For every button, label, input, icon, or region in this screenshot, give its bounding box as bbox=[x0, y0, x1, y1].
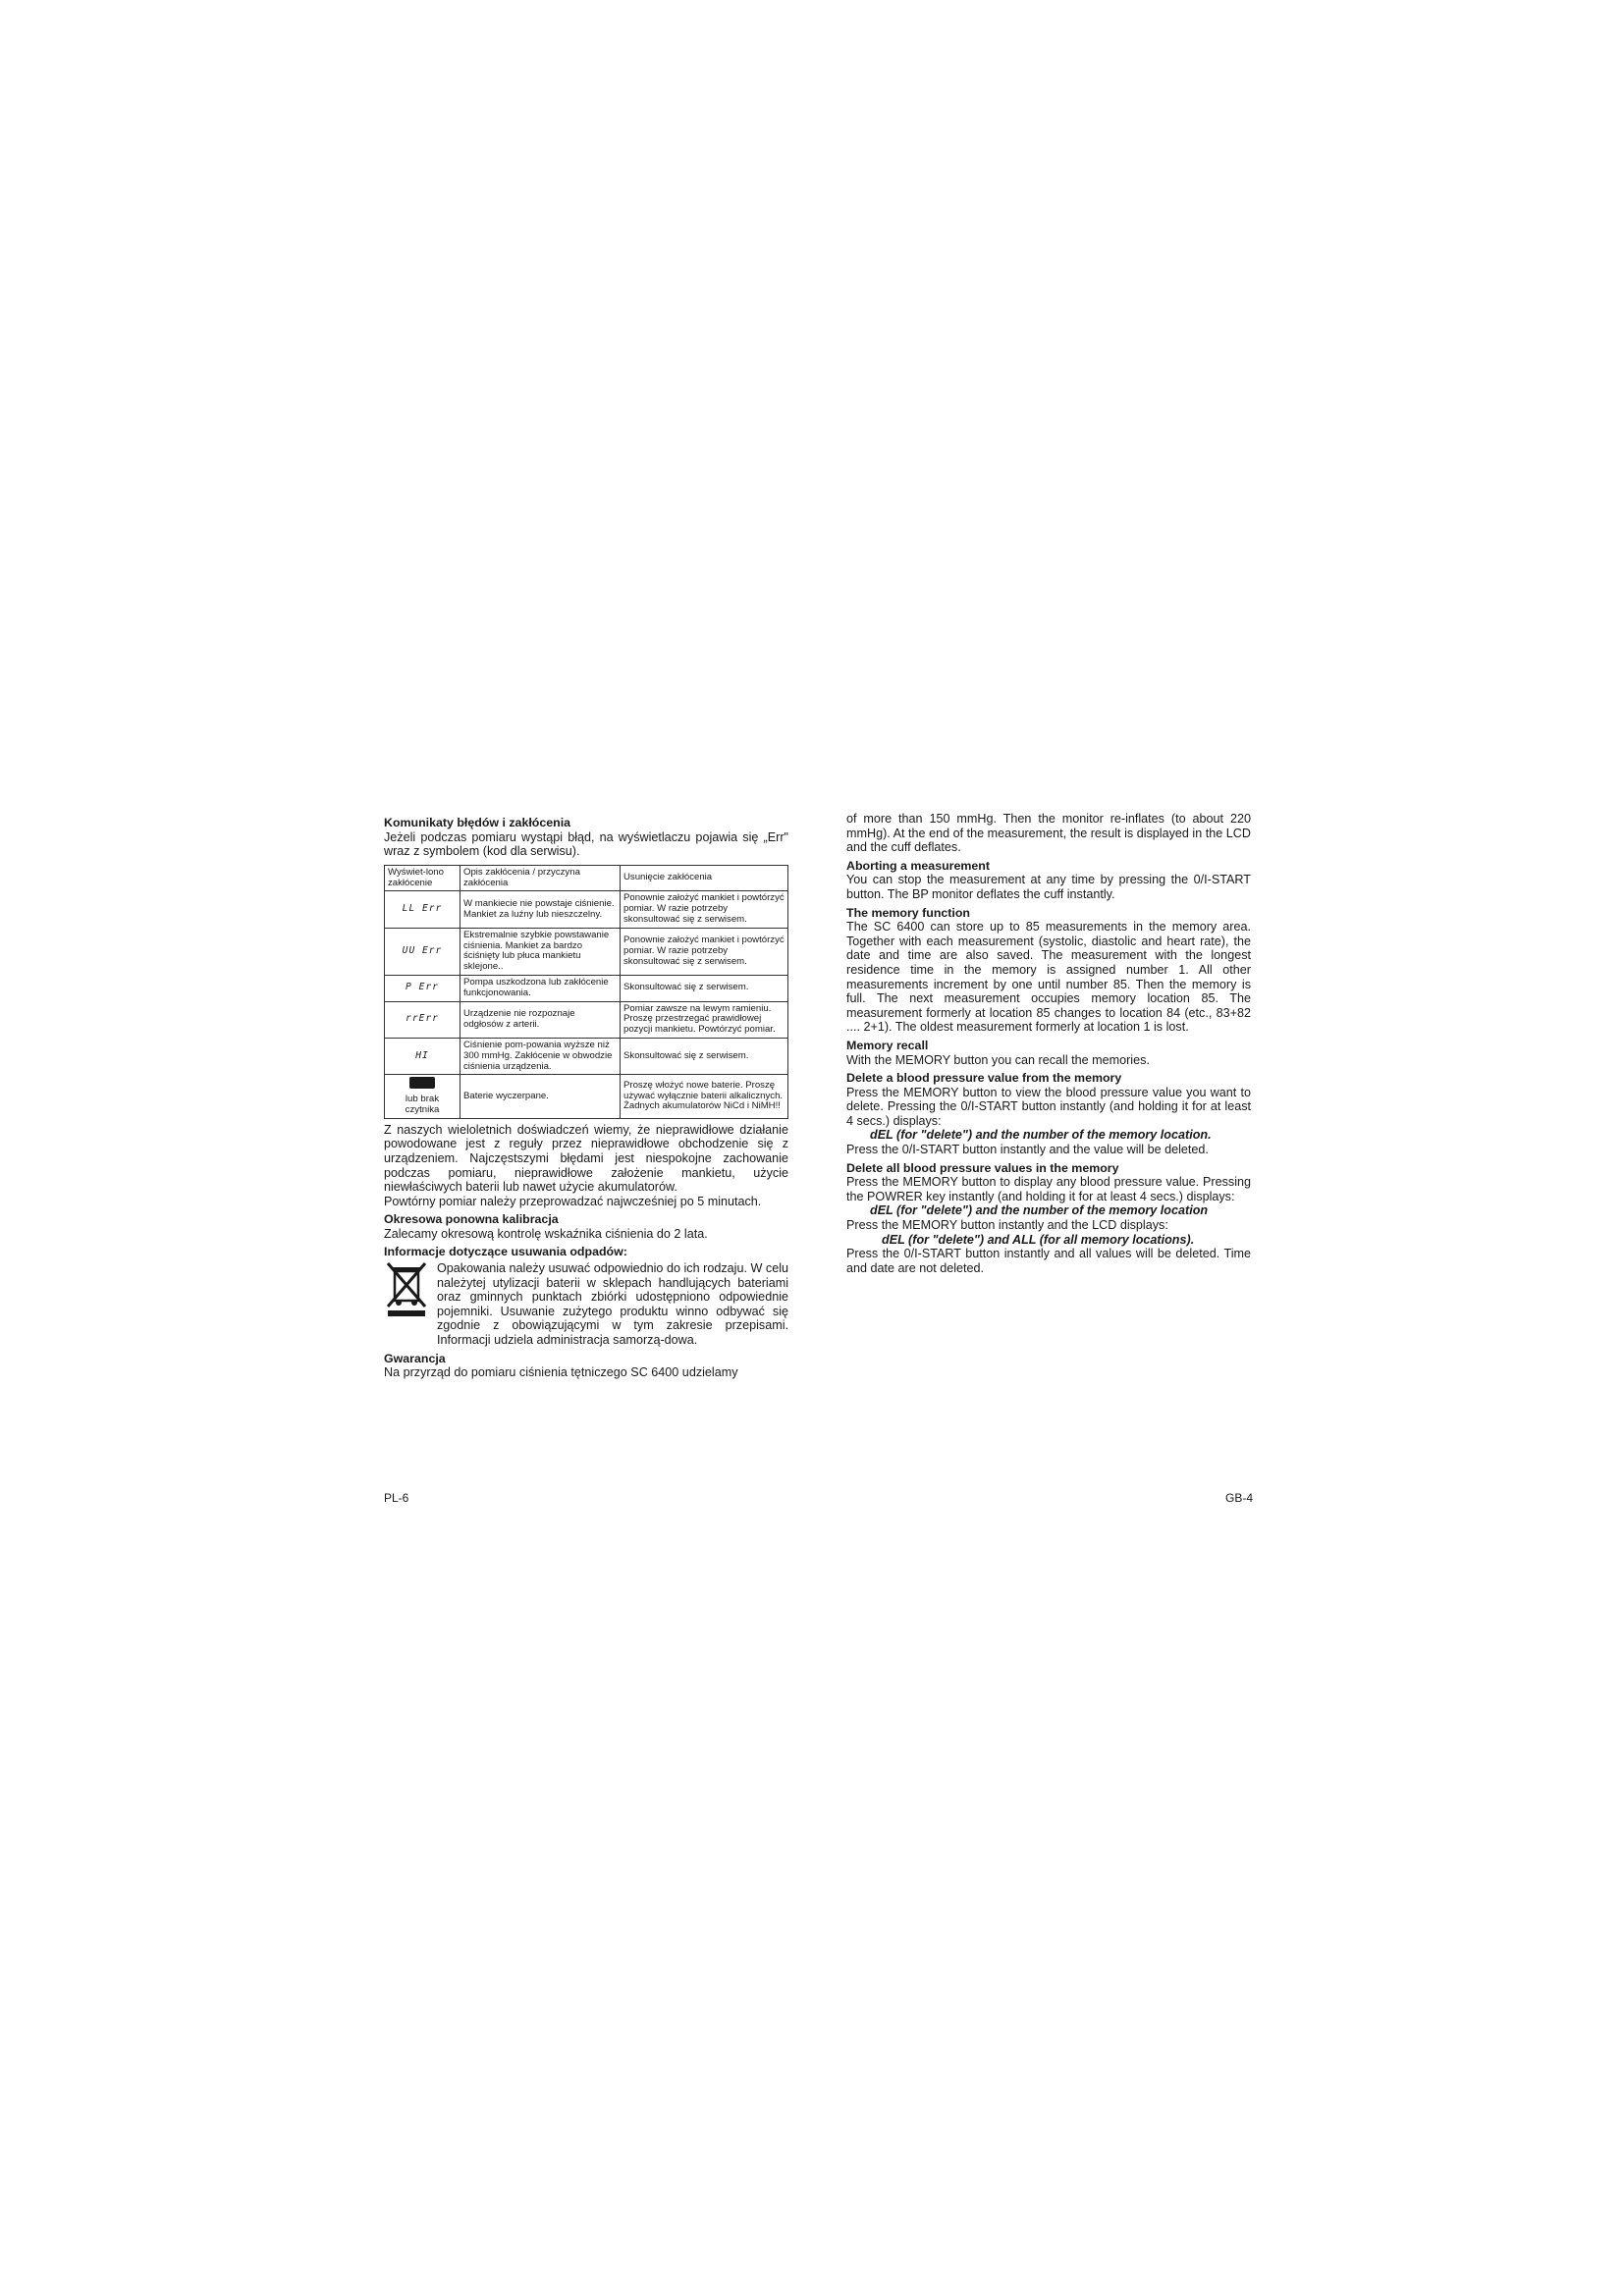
heading-calibration: Okresowa ponowna kalibracja bbox=[384, 1212, 559, 1227]
delete-one-display: dEL (for "delete") and the number of the memory location. bbox=[870, 1128, 1212, 1143]
error-description: Ciśnienie pom-powania wyższe niż 300 mmHg. Zakłócenie w obwodzie ciśnienia urządzenia. bbox=[460, 1038, 621, 1074]
error-code: HI bbox=[385, 1038, 460, 1074]
delete-all-display: dEL (for "delete") and the number of the memory location bbox=[870, 1203, 1209, 1218]
inflation-paragraph: of more than 150 mmHg. Then the monitor re-inflates (to about 220 mmHg). At the end of the measurement, the result is displayed in the LCD and the cuff deflates. bbox=[846, 812, 1251, 855]
header-display: Wyświet-lono zakłócenie bbox=[385, 865, 460, 891]
memory-function-paragraph: The SC 6400 can store up to 85 measurements in the memory area. Together with each measurement (systolic, diastolic and heart rate), the date and time are also saved. The measurement with the longest residence time in the memory is assigned number 1. All other measurements increment by one until number 85. Then the memory is full. The next measurement occupies memory location 85. The measurement formerly at location 85 changes to location 84 (etc., 83+82 .... 2+1). The oldest measurement formerly at location 1 is lost. bbox=[846, 920, 1251, 1035]
battery-caption: lub brak czytnika bbox=[405, 1094, 440, 1115]
heading-errors: Komunikaty błędów i zakłócenia bbox=[384, 816, 571, 829]
error-fix: Ponownie założyć mankiet i powtórzyć pomiar. W razie potrzeby skonsultować się z serwisem. bbox=[621, 891, 788, 928]
heading-disposal: Informacje dotyczące usuwania odpadów: bbox=[384, 1245, 627, 1259]
header-fix: Usunięcie zakłócenia bbox=[621, 865, 788, 891]
errors-intro: Jeżeli podczas pomiaru wystąpi błąd, na wyświetlaczu pojawia się „Err" wraz z symbolem (kod dla serwisu). bbox=[384, 829, 788, 859]
delete-all-paragraph: Press the MEMORY button to display any blood pressure value. Pressing the POWRER key instantly (and holding it for at least 4 secs.) displays: bbox=[846, 1175, 1251, 1203]
error-table bbox=[384, 865, 788, 1119]
repeat-paragraph: Powtórny pomiar należy przeprowadzać najwcześniej po 5 minutach. bbox=[384, 1194, 762, 1208]
error-code: rrErr bbox=[385, 1001, 460, 1038]
page-number-right: GB-4 bbox=[1225, 1491, 1254, 1505]
table-row bbox=[385, 1038, 788, 1074]
error-fix: Pomiar zawsze na lewym ramieniu. Proszę przestrzegać prawidłowej pozycji mankietu. Powtórzyć pomiar. bbox=[621, 1001, 788, 1038]
table-row bbox=[385, 1075, 788, 1118]
heading-aborting: Aborting a measurement bbox=[846, 858, 990, 873]
battery-icon bbox=[409, 1077, 435, 1089]
heading-delete-one: Delete a blood pressure value from the memory bbox=[846, 1071, 1122, 1086]
error-description: W mankiecie nie powstaje ciśnienie. Mankiet za luźny lub nieszczelny. bbox=[460, 891, 621, 928]
error-description: Pompa uszkodzona lub zakłócenie funkcjonowania. bbox=[460, 975, 621, 1001]
error-fix: Skonsultować się z serwisem. bbox=[621, 1038, 788, 1074]
delete-all-confirm: Press the 0/I-START button instantly and all values will be deleted. Time and date are not deleted. bbox=[846, 1247, 1251, 1275]
heading-warranty: Gwarancja bbox=[384, 1351, 446, 1365]
warranty-paragraph: Na przyrząd do pomiaru ciśnienia tętniczego SC 6400 udzielamy bbox=[384, 1365, 738, 1380]
error-description: Ekstremalnie szybkie powstawanie ciśnienia. Mankiet za bardzo ściśnięty lub płuca mankietu sklejone.. bbox=[460, 928, 621, 975]
table-row bbox=[385, 1001, 788, 1038]
header-description: Opis zakłócenia / przyczyna zakłócenia bbox=[460, 865, 621, 891]
calibration-paragraph: Zalecamy okresową kontrolę wskaźnika ciśnienia do 2 lata. bbox=[384, 1226, 708, 1241]
memory-recall-paragraph: With the MEMORY button you can recall the memories. bbox=[846, 1052, 1150, 1067]
left-page bbox=[384, 812, 788, 1380]
delete-one-confirm: Press the 0/I-START button instantly and the value will be deleted. bbox=[846, 1143, 1209, 1157]
battery-cell bbox=[385, 1075, 460, 1118]
disposal-paragraph: Opakowania należy usuwać odpowiednio do ich rodzaju. W celu należytej utylizacji baterii w sklepach handlujących bateriami oraz gminnych punktach zbiórki udostępniono odpowiednie pojemniki. Usuwanie zużytego produktu winno odbywać się zgodnie z obowiązującymi w tym zakresie przepisami. Informacji udziela administracja samorzą-dowa. bbox=[437, 1261, 788, 1348]
error-table-header bbox=[385, 865, 788, 891]
error-code: LL Err bbox=[385, 891, 460, 928]
aborting-paragraph: You can stop the measurement at any time by pressing the 0/I-START button. The BP monitor deflates the cuff instantly. bbox=[846, 873, 1251, 901]
error-code: P Err bbox=[385, 975, 460, 1001]
table-row bbox=[385, 928, 788, 975]
experience-paragraph: Z naszych wieloletnich doświadczeń wiemy, że nieprawidłowe działanie powodowane jest z reguły przez nieprawidłowe obchodzenie się z urządzeniem. Najczęstszymi błędami jest niespokojne zachowanie podczas pomiaru, nieprawidłowe założenie mankietu, użycie niewłaściwych baterii lub nawet użycie akumulatorów. bbox=[384, 1122, 788, 1195]
heading-memory-function: The memory function bbox=[846, 905, 970, 920]
table-row bbox=[385, 891, 788, 928]
crossed-bin-icon bbox=[384, 1261, 429, 1348]
error-fix: Skonsultować się z serwisem. bbox=[621, 975, 788, 1001]
error-code: UU Err bbox=[385, 928, 460, 975]
delete-all-lcd: dEL (for "delete") and ALL (for all memory locations). bbox=[882, 1232, 1195, 1247]
disposal-block bbox=[384, 1261, 788, 1348]
table-row bbox=[385, 975, 788, 1001]
right-page bbox=[846, 812, 1251, 1275]
error-description: Urządzenie nie rozpoznaje odgłosów z arterii. bbox=[460, 1001, 621, 1038]
heading-delete-all: Delete all blood pressure values in the memory bbox=[846, 1160, 1119, 1175]
delete-one-paragraph: Press the MEMORY button to view the blood pressure value you want to delete. Pressing the 0/I-START button instantly (and holding it for at least 4 secs.) displays: bbox=[846, 1085, 1251, 1128]
error-fix: Ponownie założyć mankiet i powtórzyć pomiar. W razie potrzeby skonsultować się z serwisem. bbox=[621, 928, 788, 975]
delete-all-memory-paragraph: Press the MEMORY button instantly and the LCD displays: bbox=[846, 1218, 1168, 1233]
error-fix: Proszę włożyć nowe baterie. Proszę używać wyłącznie baterii alkalicznych. Żadnych akumulatorów NiCd i NiMH!! bbox=[621, 1075, 788, 1118]
error-description: Baterie wyczerpane. bbox=[460, 1075, 621, 1118]
page-number-left: PL-6 bbox=[384, 1491, 409, 1505]
heading-memory-recall: Memory recall bbox=[846, 1038, 929, 1052]
